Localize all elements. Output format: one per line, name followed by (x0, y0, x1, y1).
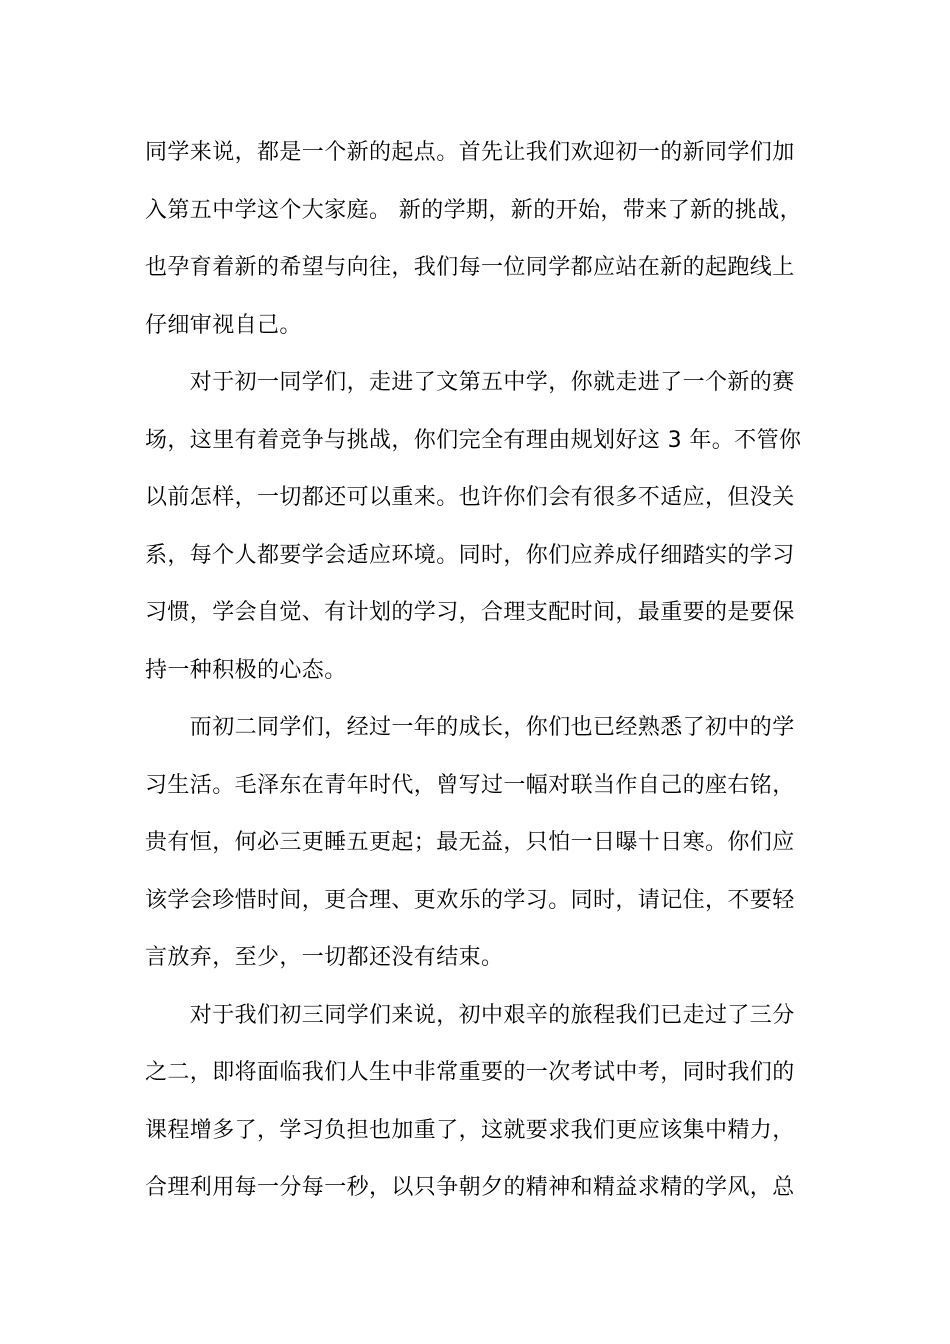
text-line: 场，这里有着竞争与挑战，你们完全有理由规划好这 3 年。不管你 (145, 427, 802, 453)
text-line: 对于我们初三同学们来说，初中艰辛的旅程我们已走过了三分 (145, 1002, 795, 1028)
text-line: 仔细审视自己。 (145, 312, 302, 338)
text-line: 入第五中学这个大家庭。 新的学期，新的开始，带来了新的挑战， (145, 197, 802, 223)
text-line: 合理利用每一分每一秒，以只争朝夕的精神和精益求精的学风，总 (145, 1175, 795, 1200)
text-line: 持一种积极的心态。 (145, 657, 347, 683)
text-line: 对于初一同学们，走进了文第五中学，你就走进了一个新的赛 (145, 370, 795, 395)
text-line: 也孕育着新的希望与向往，我们每一位同学都应站在新的起跑线上 (145, 255, 795, 280)
text-line: 贵有恒，何必三更睡五更起；最无益，只怕一日曝十日寒。你们应 (145, 830, 795, 855)
text-line: 习惯，学会自觉、有计划的学习，合理支配时间，最重要的是要保 (145, 600, 795, 625)
document-body (145, 124, 807, 1217)
text-line: 而初二同学们，经过一年的成长，你们也已经熟悉了初中的学 (145, 715, 795, 740)
text-line: 以前怎样，一切都还可以重来。也许你们会有很多不适应，但没关 (145, 485, 795, 510)
text-line: 言放弃，至少，一切都还没有结束。 (145, 945, 504, 970)
text-line: 该学会珍惜时间，更合理、更欢乐的学习。同时，请记住，不要轻 (145, 887, 795, 913)
text-line: 同学来说，都是一个新的起点。首先让我们欢迎初一的新同学们加 (145, 140, 795, 165)
text-line: 习生活。毛泽东在青年时代，曾写过一幅对联当作自己的座右铭， (145, 772, 795, 798)
text-line: 课程增多了，学习负担也加重了，这就要求我们更应该集中精力， (145, 1117, 795, 1143)
text-line: 之二，即将面临我们人生中非常重要的一次考试中考，同时我们的 (145, 1060, 795, 1085)
text-line: 系，每个人都要学会适应环境。同时，你们应养成仔细踏实的学习 (145, 542, 795, 568)
